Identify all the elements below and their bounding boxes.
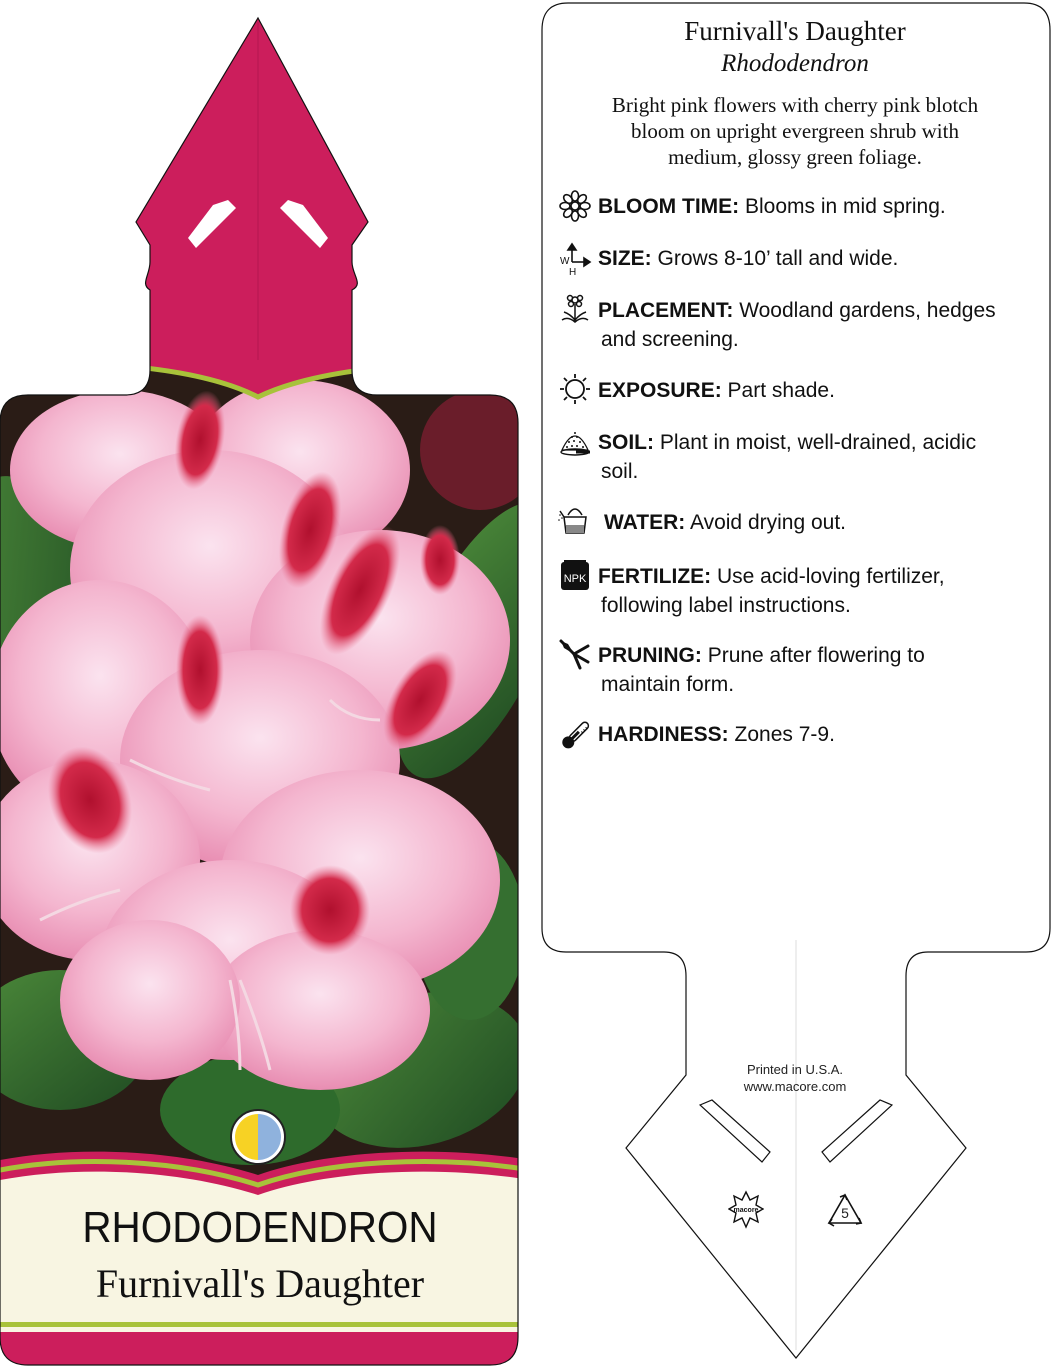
attribute-label: SOIL: (598, 431, 654, 454)
attribute-value: Avoid drying out. (689, 511, 846, 534)
flower-icon (558, 189, 592, 223)
sun-icon (558, 372, 592, 406)
attribute-value: and screening. (601, 328, 739, 351)
attribute-value: Grows 8-10’ tall and wide. (657, 247, 899, 270)
macore-logo-icon (728, 1190, 764, 1230)
attribute-value: Part shade. (727, 379, 835, 402)
printer-info (700, 1061, 890, 1095)
attribute-soil (598, 428, 1038, 486)
attribute-pruning (598, 641, 1038, 699)
attribute-value: Woodland gardens, hedges (739, 299, 996, 322)
size-h-label: H (569, 267, 577, 276)
attribute-bloom-time (598, 192, 1038, 221)
attribute-value: soil. (601, 460, 639, 483)
attribute-exposure (598, 376, 1038, 405)
description-line: Bright pink flowers with cherry pink blotch (611, 93, 979, 117)
attribute-label: FERTILIZE: (598, 565, 712, 588)
back-description (560, 92, 1030, 170)
attribute-hardiness (598, 720, 1038, 749)
attribute-fertilize (598, 562, 1038, 620)
attribute-placement (598, 296, 1038, 354)
pruning-shears-icon (558, 638, 592, 672)
description-line: bloom on upright evergreen shrub with (631, 119, 959, 143)
attribute-value: Plant in moist, well-drained, acidic (659, 431, 977, 454)
soil-pile-icon (558, 424, 592, 458)
front-genus-name: RHODODENDRON (82, 1203, 438, 1252)
description-line: medium, glossy green foliage. (668, 145, 922, 169)
attribute-label: PLACEMENT: (598, 299, 734, 322)
attribute-label: WATER: (604, 511, 686, 534)
attribute-size (598, 244, 1038, 273)
attribute-value: Zones 7-9. (734, 723, 835, 746)
watering-can-icon (558, 503, 592, 537)
front-cultivar-name: Furnivall's Daughter (95, 1261, 425, 1306)
back-title: Furnivall's Daughter (684, 16, 906, 46)
attribute-value: Prune after flowering to (707, 644, 925, 667)
attribute-water (604, 508, 1044, 537)
attribute-label: EXPOSURE: (598, 379, 722, 402)
thermometer-icon (558, 718, 592, 752)
attribute-label: PRUNING: (598, 644, 702, 667)
printed-in-text: Printed in U.S.A. (746, 1062, 844, 1077)
attribute-value: maintain form. (601, 673, 735, 696)
website-text: www.macore.com (743, 1079, 847, 1094)
npk-label: NPK (563, 573, 587, 585)
size-w-label: W (560, 256, 570, 267)
attribute-label: HARDINESS: (598, 723, 729, 746)
back-subtitle: Rhododendron (721, 50, 869, 77)
attribute-value: following label instructions. (601, 594, 851, 617)
recycle-number: 5 (841, 1205, 849, 1221)
size-arrows-icon (558, 242, 592, 276)
attribute-value: Use acid-loving fertilizer, (717, 565, 945, 588)
macore-logo-text: macore (733, 1207, 759, 1214)
attribute-label: BLOOM TIME: (598, 195, 740, 218)
fertilizer-bag-icon (558, 558, 592, 592)
attribute-label: SIZE: (598, 247, 652, 270)
flower-bed-icon (558, 292, 592, 326)
attribute-value: Blooms in mid spring. (745, 195, 946, 218)
